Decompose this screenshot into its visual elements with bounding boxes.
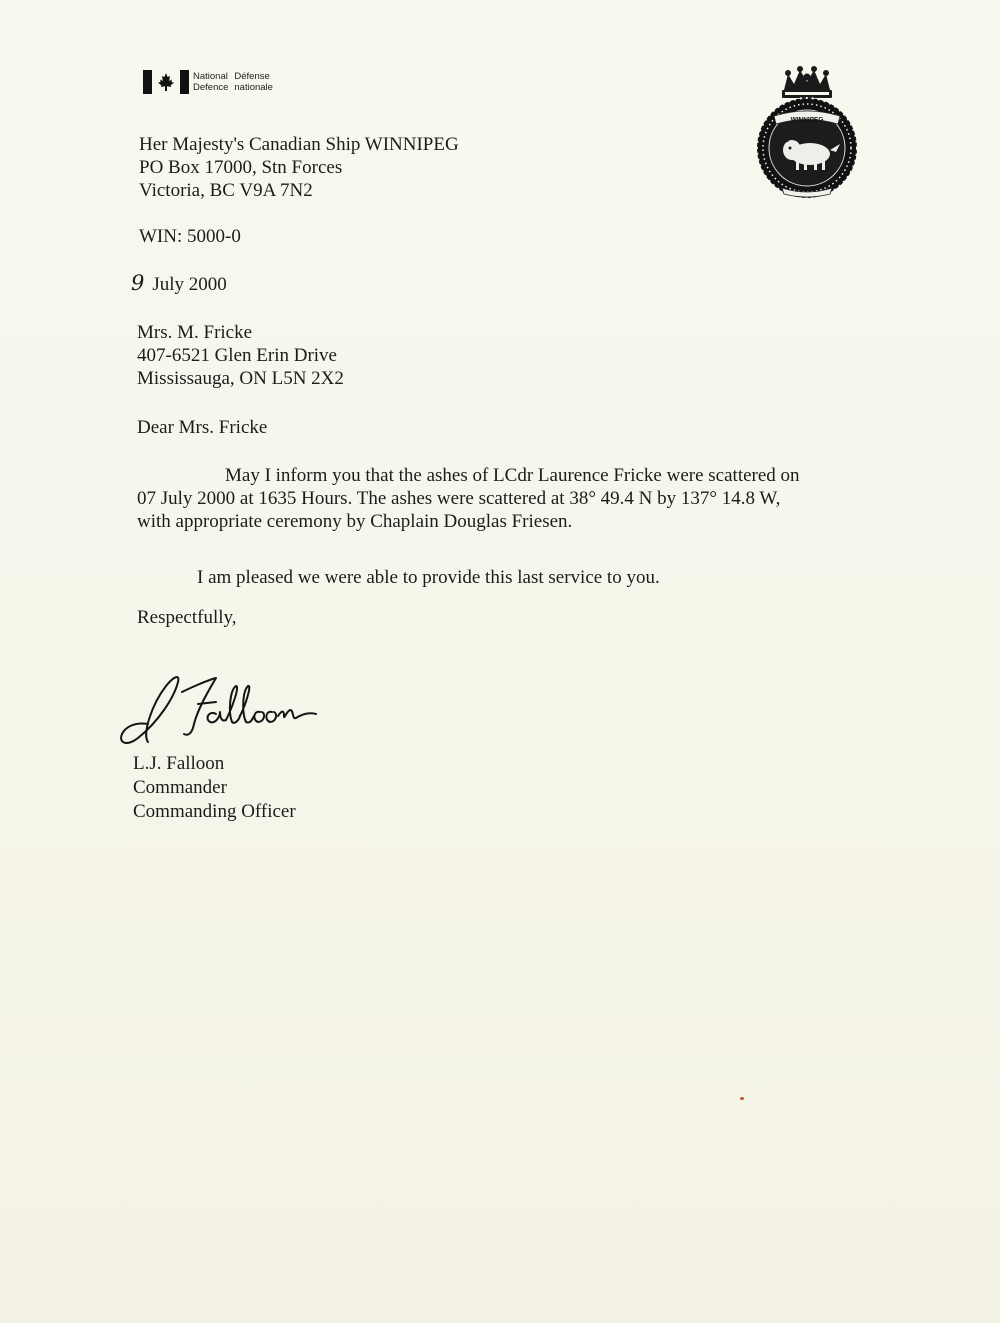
sender-city: Victoria, BC V9A 7N2 <box>139 180 313 201</box>
signer-block <box>133 752 296 824</box>
handwritten-signature <box>112 664 327 754</box>
salutation: Dear Mrs. Fricke <box>137 417 268 438</box>
date-day-handwritten: 9 <box>131 271 145 295</box>
paper-speck <box>740 1097 744 1100</box>
file-reference: WIN: 5000-0 <box>139 226 241 247</box>
recipient-address <box>137 321 344 390</box>
signer-title: Commanding Officer <box>133 801 296 822</box>
dept-fr-line1: Défense <box>234 71 270 82</box>
sender-address <box>139 133 459 202</box>
sender-po-box: PO Box 17000, Stn Forces <box>139 157 343 178</box>
recipient-city: Mississauga, ON L5N 2X2 <box>137 368 344 389</box>
signer-name: L.J. Falloon <box>133 753 225 774</box>
body-paragraph-1-line-2: 07 July 2000 at 1635 Hours. The ashes were scattered at 38° 49.4 N by 137° 14.8 W, <box>137 488 781 509</box>
date-month-year: July 2000 <box>152 274 227 295</box>
dept-en-line2: Defence <box>193 82 229 93</box>
body-paragraph-1-line-1: May I inform you that the ashes of LCdr Laurence Fricke were scattered on <box>225 465 800 486</box>
body-paragraph-1 <box>137 464 800 533</box>
dept-en-line1: National <box>193 71 228 82</box>
ship-crest-icon <box>752 64 862 200</box>
department-title <box>193 71 273 93</box>
closing: Respectfully, <box>137 607 237 628</box>
signer-rank: Commander <box>133 777 227 798</box>
letterhead-identifier <box>143 70 273 94</box>
sender-ship-name: Her Majesty's Canadian Ship WINNIPEG <box>139 134 459 155</box>
crest-name-label: WINNIPEG <box>790 116 824 124</box>
recipient-street: 407-6521 Glen Erin Drive <box>137 345 337 366</box>
dept-fr-line2: nationale <box>234 82 273 93</box>
body-paragraph-2: I am pleased we were able to provide this last service to you. <box>197 567 660 588</box>
recipient-name: Mrs. M. Fricke <box>137 322 253 343</box>
body-paragraph-1-line-3: with appropriate ceremony by Chaplain Douglas Friesen. <box>137 511 573 532</box>
canada-flag-icon <box>143 70 189 94</box>
letter-date <box>131 272 227 296</box>
